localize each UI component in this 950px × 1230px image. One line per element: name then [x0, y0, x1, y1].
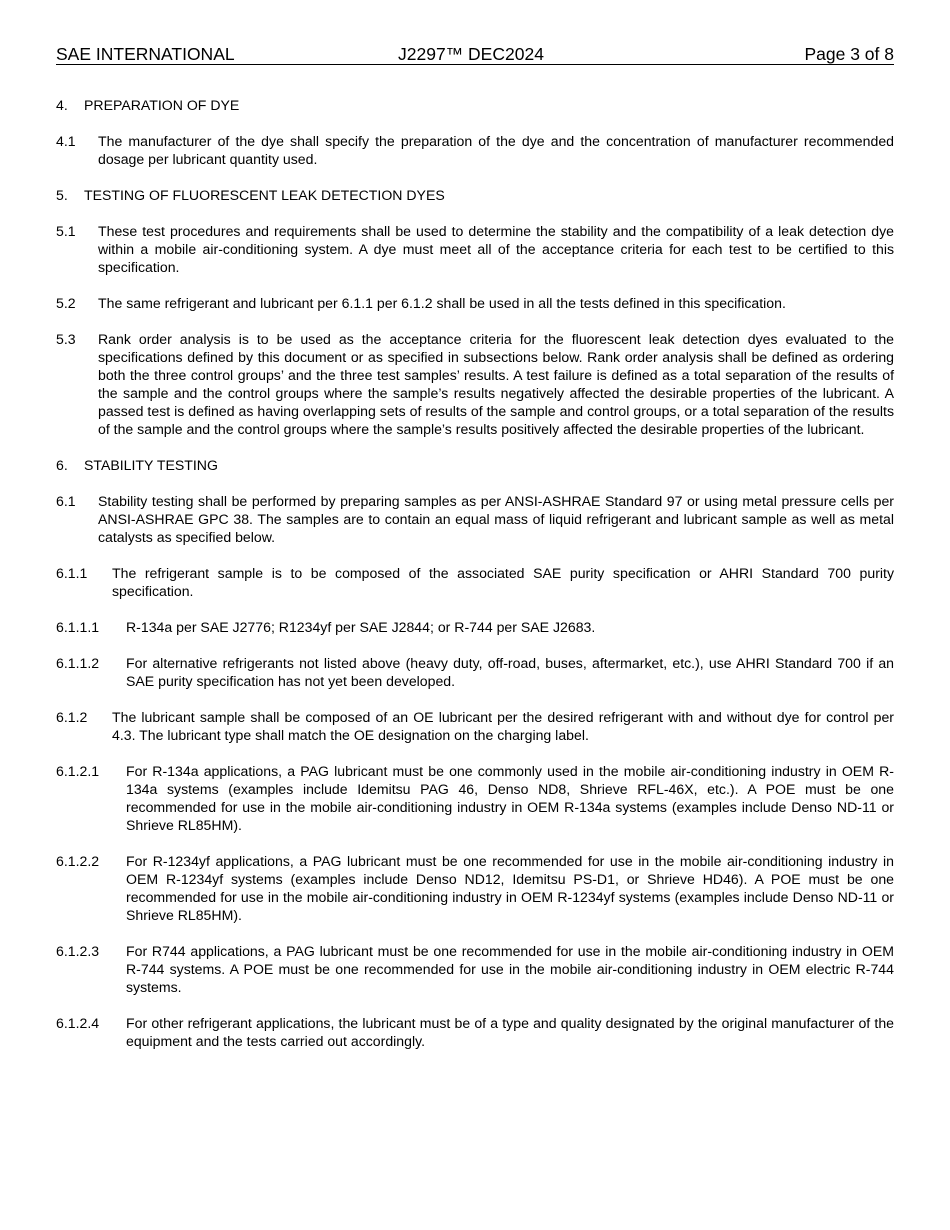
- paragraph-text: Stability testing shall be performed by preparing samples as per ANSI-ASHRAE Standard 97 or using metal pressure cells per ANSI-ASHRAE GPC 38. The samples are to contain an equal mass of liquid refrigerant and lubricant sample as well as metal catalysts as specified below.: [98, 493, 894, 545]
- section-heading-5: [56, 186, 894, 204]
- paragraph-text: The manufacturer of the dye shall specify the preparation of the dye and the concentration of manufacturer recommended dosage per lubricant quantity used.: [98, 133, 894, 167]
- paragraph-text: For R-1234yf applications, a PAG lubricant must be one recommended for use in the mobile air-conditioning industry in OEM R-1234yf systems (examples include Denso ND12, Idemitsu PS-D1, or Shrieve HD46). A POE must be one recommended for use in the mobile air-conditioning industry in OEM R-1234yf systems (examples include Denso ND-11 or Shrieve RL85HM).: [126, 853, 894, 923]
- paragraph-6-1-2-4: [56, 1014, 894, 1050]
- paragraph-number: 4.1: [56, 133, 76, 149]
- paragraph-6-1-2-2: [56, 852, 894, 924]
- paragraph-6-1-1-1: [56, 618, 894, 636]
- paragraph-5-1: [56, 222, 894, 276]
- paragraph-text: R-134a per SAE J2776; R1234yf per SAE J2844; or R-744 per SAE J2683.: [126, 619, 596, 635]
- paragraph-text: These test procedures and requirements shall be used to determine the stability and the compatibility of a leak detection dye within a mobile air-conditioning system. A dye must meet all of the acceptance criteria for each test to be certified to this specification.: [98, 223, 894, 275]
- paragraph-4-1: [56, 132, 894, 168]
- paragraph-number: 5.1: [56, 223, 76, 239]
- section-number: 6.: [56, 457, 68, 473]
- paragraph-number: 6.1.1.1: [56, 619, 100, 635]
- paragraph-number: 6.1.1.2: [56, 655, 100, 671]
- paragraph-number: 6.1.2.3: [56, 943, 100, 959]
- paragraph-number: 6.1.2.4: [56, 1015, 100, 1031]
- page-header: [56, 44, 894, 65]
- section-heading-4: [56, 96, 894, 114]
- section-number: 5.: [56, 187, 68, 203]
- paragraph-number: 6.1.2.1: [56, 763, 100, 779]
- paragraph-6-1-1-2: [56, 654, 894, 690]
- paragraph-5-2: [56, 294, 894, 312]
- paragraph-number: 5.2: [56, 295, 76, 311]
- paragraph-text: For other refrigerant applications, the lubricant must be of a type and quality designated by the original manufacturer of the equipment and the tests carried out accordingly.: [126, 1015, 894, 1049]
- paragraph-text: The same refrigerant and lubricant per 6.1.1 per 6.1.2 shall be used in all the tests defined in this specification.: [98, 295, 786, 311]
- paragraph-6-1-2: [56, 708, 894, 744]
- section-title: STABILITY TESTING: [84, 457, 218, 473]
- paragraph-text: For R744 applications, a PAG lubricant must be one recommended for use in the mobile air-conditioning industry in OEM R-744 systems. A POE must be one recommended for use in the mobile air-conditioning industry in OEM electric R-744 systems.: [126, 943, 894, 995]
- paragraph-6-1-2-1: [56, 762, 894, 834]
- section-heading-6: [56, 456, 894, 474]
- paragraph-text: For R-134a applications, a PAG lubricant must be one commonly used in the mobile air-conditioning industry in OEM R-134a systems (examples include Idemitsu PAG 46, Denso ND8, Shrieve RFL-46X, etc.). A POE must be one recommended for use in the mobile air-conditioning industry in OEM R-134a systems (examples include Denso ND-11 or Shrieve RL85HM).: [126, 763, 894, 833]
- paragraph-number: 6.1.1: [56, 565, 88, 581]
- paragraph-text: Rank order analysis is to be used as the acceptance criteria for the fluorescent leak detection dyes evaluated to the specifications defined by this document or as specified in subsections below. Rank order analysis shall be defined as ordering both the three control groups’ and the three test samples’ results. A test failure is defined as a total separation of the results of the sample and the control groups where the sample’s results negatively affected the desirable properties of the lubricant. A passed test is defined as having overlapping sets of results of the sample and control groups, or a total separation of the results of the sample and the control groups where the sample’s results positively affected the desirable properties of the lubricant.: [98, 331, 894, 437]
- paragraph-number: 6.1: [56, 493, 76, 509]
- paragraph-text: The lubricant sample shall be composed of an OE lubricant per the desired refrigerant with and without dye for control per 4.3. The lubricant type shall match the OE designation on the charging label.: [112, 709, 894, 743]
- document-body: [56, 96, 894, 1068]
- header-organization: SAE INTERNATIONAL: [56, 44, 235, 64]
- paragraph-number: 6.1.2.2: [56, 853, 100, 869]
- paragraph-number: 6.1.2: [56, 709, 88, 725]
- section-number: 4.: [56, 97, 68, 113]
- paragraph-text: The refrigerant sample is to be composed of the associated SAE purity specification or AHRI Standard 700 purity specification.: [112, 565, 894, 599]
- paragraph-6-1: [56, 492, 894, 546]
- paragraph-number: 5.3: [56, 331, 76, 347]
- paragraph-text: For alternative refrigerants not listed above (heavy duty, off-road, buses, aftermarket, etc.), use AHRI Standard 700 if an SAE purity specification has not yet been developed.: [126, 655, 894, 689]
- paragraph-6-1-2-3: [56, 942, 894, 996]
- paragraph-5-3: [56, 330, 894, 438]
- header-page-number: Page 3 of 8: [804, 44, 894, 64]
- paragraph-6-1-1: [56, 564, 894, 600]
- section-title: PREPARATION OF DYE: [84, 97, 240, 113]
- section-title: TESTING OF FLUORESCENT LEAK DETECTION DYES: [84, 187, 445, 203]
- header-document-id: J2297™ DEC2024: [398, 44, 544, 64]
